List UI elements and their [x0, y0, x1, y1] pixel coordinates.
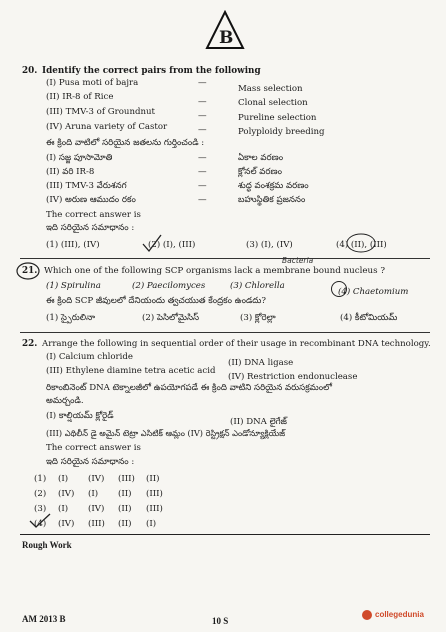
q20-row-2-right: Clonal selection [238, 98, 308, 108]
q20-te-row-2-right: క్లోనల్ వరణం [238, 167, 282, 177]
q22-telugu-stem-2: అమర్చండి. [46, 396, 84, 406]
q22-opt2-num: (2) [34, 489, 47, 499]
q20-te-row-3-right: శుద్ధ వంశక్రమ వరణం [238, 181, 309, 191]
q21-te-option-4[interactable]: (4) కీటోమియమ్ [340, 313, 398, 323]
q22-opt3-c: (II) [118, 504, 132, 514]
q20-answer-label-te: ఇది సరియైన సమాధానం : [46, 223, 135, 233]
q20-te-row-2-dash: — [198, 167, 207, 177]
q22-answer-label-te: ఇది సరియైన సమాధానం : [46, 457, 135, 467]
q22-item-1-left: (I) Calcium chloride [46, 352, 133, 362]
q20-te-row-4-left: (IV) అరుణ ఆముదం రకం [46, 195, 136, 205]
answer-tick-mark [140, 232, 164, 254]
q22-opt1-d: (II) [146, 474, 160, 484]
q21-te-option-1[interactable]: (1) స్పైరులినా [46, 313, 96, 323]
q21-handwriting: Bacteria [282, 256, 314, 265]
q22-opt1-num: (1) [34, 474, 47, 484]
divider-3 [20, 534, 430, 535]
q22-item-2-left: (III) Ethylene diamine tetra acetic acid [46, 366, 216, 376]
q22-te-item-2-left: (III) ఎథిలీన్ డై అమైన్ టెట్రా ఎసిటిక్ ఆమ్లం (IV) రెస్ట్రిక్షన్ ఎండోన్యూక్లియేజ్ [46, 428, 286, 438]
q20-row-1-left: (I) Pusa moti of bajra [46, 78, 139, 88]
q22-opt4-num: (4) [34, 519, 47, 529]
q22-answer-tick [28, 512, 54, 530]
q22-number: 22. [22, 339, 38, 349]
q22-opt3-b: (IV) [88, 504, 105, 514]
q20-option-1[interactable]: (1) (III), (IV) [46, 240, 100, 250]
q22-te-item-1-left: (I) కాల్షియమ్ క్లోరైడ్ [46, 411, 114, 421]
booklet-letter: B [219, 28, 234, 48]
q20-te-row-2-left: (II) వరి IR-8 [46, 167, 95, 177]
q20-te-row-3-dash: — [198, 181, 207, 191]
q20-row-2-left: (II) IR-8 of Rice [46, 92, 114, 102]
q22-te-item-1-right: (II) DNA లైగేజ్ [230, 417, 287, 427]
q21-stem: Which one of the following SCP organisms lack a membrane bound nucleus ? [44, 266, 385, 276]
q22-item-2-right: (IV) Restriction endonuclease [228, 372, 358, 382]
divider-1 [20, 258, 430, 259]
q22-opt2-c: (II) [118, 489, 132, 499]
q22-opt4-a: (IV) [58, 519, 75, 529]
q22-opt1-a: (I) [58, 474, 69, 484]
q22-opt3-num: (3) [34, 504, 47, 514]
q22-opt2-d: (III) [146, 489, 163, 499]
watermark-icon [362, 610, 372, 620]
q21-te-option-3[interactable]: (3) క్లోరెల్లా [240, 313, 276, 323]
q22-telugu-stem-1: రికాంబినెంట్ DNA టెక్నాలజీలో ఉపయోగపడే ఈ క్రింది వాటిని సరియైన వరుసక్రమంలో [46, 383, 332, 393]
q21-answer-circle [330, 280, 348, 298]
q20-answer-label: The correct answer is [46, 210, 141, 220]
q20-row-4-right: Polyploidy breeding [238, 127, 325, 137]
q22-stem: Arrange the following in sequential order of their usage in recombinant DNA technology. [42, 339, 431, 349]
q21-te-option-2[interactable]: (2) పెసిలోమైసిస్ [142, 313, 200, 323]
q20-te-row-1-right: ఏకాల వరణం [238, 153, 284, 163]
q20-telugu-stem: ఈ క్రింది వాటిలో సరియైన జతలను గుర్తించండి : [46, 138, 205, 148]
answer-circle-mark [346, 232, 376, 254]
divider-2 [20, 332, 430, 333]
q22-item-1-right: (II) DNA ligase [228, 358, 294, 368]
q20-row-1-dash: — [198, 78, 207, 88]
q20-te-row-4-dash: — [198, 195, 207, 205]
q22-opt4-d: (I) [146, 519, 157, 529]
watermark-text: collegedunia [375, 610, 424, 620]
q20-option-2[interactable]: (2) (I), (III) [148, 240, 196, 250]
q21-option-1[interactable]: (1) Spirulina [46, 281, 101, 291]
q22-opt4-b: (III) [88, 519, 105, 529]
q20-row-1-right: Mass selection [238, 84, 303, 94]
q20-row-2-dash: — [198, 97, 207, 107]
q20-row-3-right: Pureline selection [238, 113, 317, 123]
q20-te-row-3-left: (III) TMV-3 వేరుశనగ [46, 181, 127, 191]
q22-opt4-c: (II) [118, 519, 132, 529]
q22-opt3-d: (III) [146, 504, 163, 514]
q20-row-4-left: (IV) Aruna variety of Castor [46, 122, 168, 132]
q20-te-row-1-dash: — [198, 153, 207, 163]
q20-row-4-dash: — [198, 125, 207, 135]
watermark-logo [362, 610, 424, 620]
q20-stem: Identify the correct pairs from the following [42, 66, 261, 76]
q20-row-3-dash: — [198, 111, 207, 121]
q22-opt2-b: (I) [88, 489, 99, 499]
q20-te-row-1-left: (I) సజ్జ పూసామోతి [46, 153, 113, 163]
q20-option-4[interactable]: (4) (II), (III) [336, 240, 387, 250]
q22-answer-label: The correct answer is [46, 443, 141, 453]
q22-opt3-a: (I) [58, 504, 69, 514]
q21-number: 21. [22, 266, 38, 276]
q20-te-row-4-right: బహుస్థితిక ప్రజననం [238, 195, 306, 205]
q20-option-3[interactable]: (3) (I), (IV) [246, 240, 293, 250]
page-number: 10 S [212, 616, 229, 626]
booklet-code: AM 2013 B [22, 614, 66, 624]
q22-opt1-b: (IV) [88, 474, 105, 484]
q21-option-4[interactable]: (4) Chaetomium [338, 287, 409, 297]
q21-option-2[interactable]: (2) Paecilomyces [132, 281, 206, 291]
rough-work-label: Rough Work [22, 540, 72, 550]
q22-opt2-a: (IV) [58, 489, 75, 499]
q20-row-3-left: (III) TMV-3 of Groundnut [46, 107, 155, 117]
q20-number: 20. [22, 66, 38, 76]
q21-telugu-stem: ఈ క్రింది SCP జీవులలో దేనియందు త్వచయుత కేంద్రకం ఉండదు? [46, 296, 266, 306]
q22-opt1-c: (III) [118, 474, 135, 484]
q21-option-3[interactable]: (3) Chlorella [230, 281, 285, 291]
